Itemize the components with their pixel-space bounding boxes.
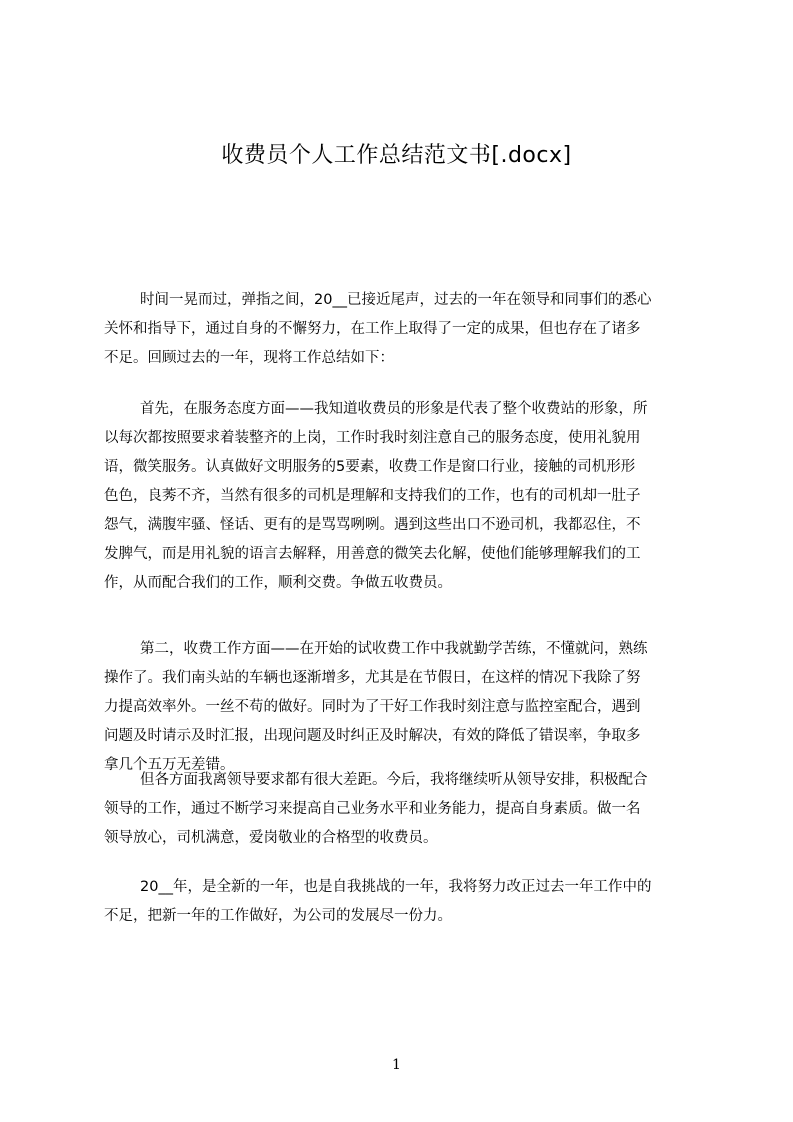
paragraph-line: 首先，在服务态度方面——我知道收费员的形象是代表了整个收费站的形象，所 <box>140 401 648 417</box>
paragraph-line: 力提高效率外。一丝不苟的做好。同时为了干好工作我时刻注意与监控室配合，遇到 <box>104 699 641 715</box>
paragraph-line: 但各方面我离领导要求都有很大差距。今后，我将继续听从领导安排，积极配合 <box>140 772 648 788</box>
paragraph-line: 领导放心，司机满意，爱岗敬业的合格型的收费员。 <box>104 830 438 846</box>
paragraph-line: 不足。回顾过去的一年，现将工作总结如下： <box>104 350 394 366</box>
paragraph-service-attitude <box>104 395 700 598</box>
paragraph-line: 领导的工作，通过不断学习来提高自己业务水平和业务能力，提高自身素质。做一名 <box>104 801 641 817</box>
paragraph-toll-work <box>104 635 700 780</box>
paragraph-line: 以每次都按照要求着装整齐的上岗，工作时我时刻注意自己的服务态度，使用礼貌用 <box>104 430 641 446</box>
paragraph-shortcomings <box>104 766 700 853</box>
paragraph-line: 不足，把新一年的工作做好，为公司的发展尽一份力。 <box>104 908 452 924</box>
paragraph-line: 拿几个五万无差错。 <box>104 757 235 773</box>
paragraph-line: 怨气，满腹牢骚、怪话、更有的是骂骂咧咧。遇到这些出口不逊司机，我都忍住，不 <box>104 517 641 533</box>
document-title: 收费员个人工作总结范文书[.docx] <box>221 143 572 168</box>
paragraph-intro <box>104 286 700 373</box>
paragraph-conclusion <box>104 873 700 931</box>
paragraph-line: 20__年，是全新的一年，也是自我挑战的一年，我将努力改正过去一年工作中的 <box>140 879 652 895</box>
paragraph-line: 时间一晃而过，弹指之间，20__已接近尾声，过去的一年在领导和同事们的悉心 <box>140 292 652 308</box>
page-number: 1 <box>392 1057 401 1073</box>
paragraph-line: 色色，良莠不齐，当然有很多的司机是理解和支持我们的工作，也有的司机却一肚子 <box>104 488 641 504</box>
paragraph-line: 语，微笑服务。认真做好文明服务的5要素，收费工作是窗口行业，接触的司机形形 <box>104 459 636 475</box>
paragraph-line: 操作了。我们南头站的车辆也逐渐增多，尤其是在节假日，在这样的情况下我除了努 <box>104 670 641 686</box>
paragraph-line: 关怀和指导下，通过自身的不懈努力，在工作上取得了一定的成果，但也存在了诸多 <box>104 321 641 337</box>
paragraph-line: 作，从而配合我们的工作，顺利交费。争做五收费员。 <box>104 575 452 591</box>
paragraph-line: 问题及时请示及时汇报，出现问题及时纠正及时解决，有效的降低了错误率，争取多 <box>104 728 641 744</box>
paragraph-line: 第二，收费工作方面——在开始的试收费工作中我就勤学苦练，不懂就问，熟练 <box>140 641 648 657</box>
paragraph-line: 发脾气，而是用礼貌的语言去解释，用善意的微笑去化解，使他们能够理解我们的工 <box>104 546 641 562</box>
